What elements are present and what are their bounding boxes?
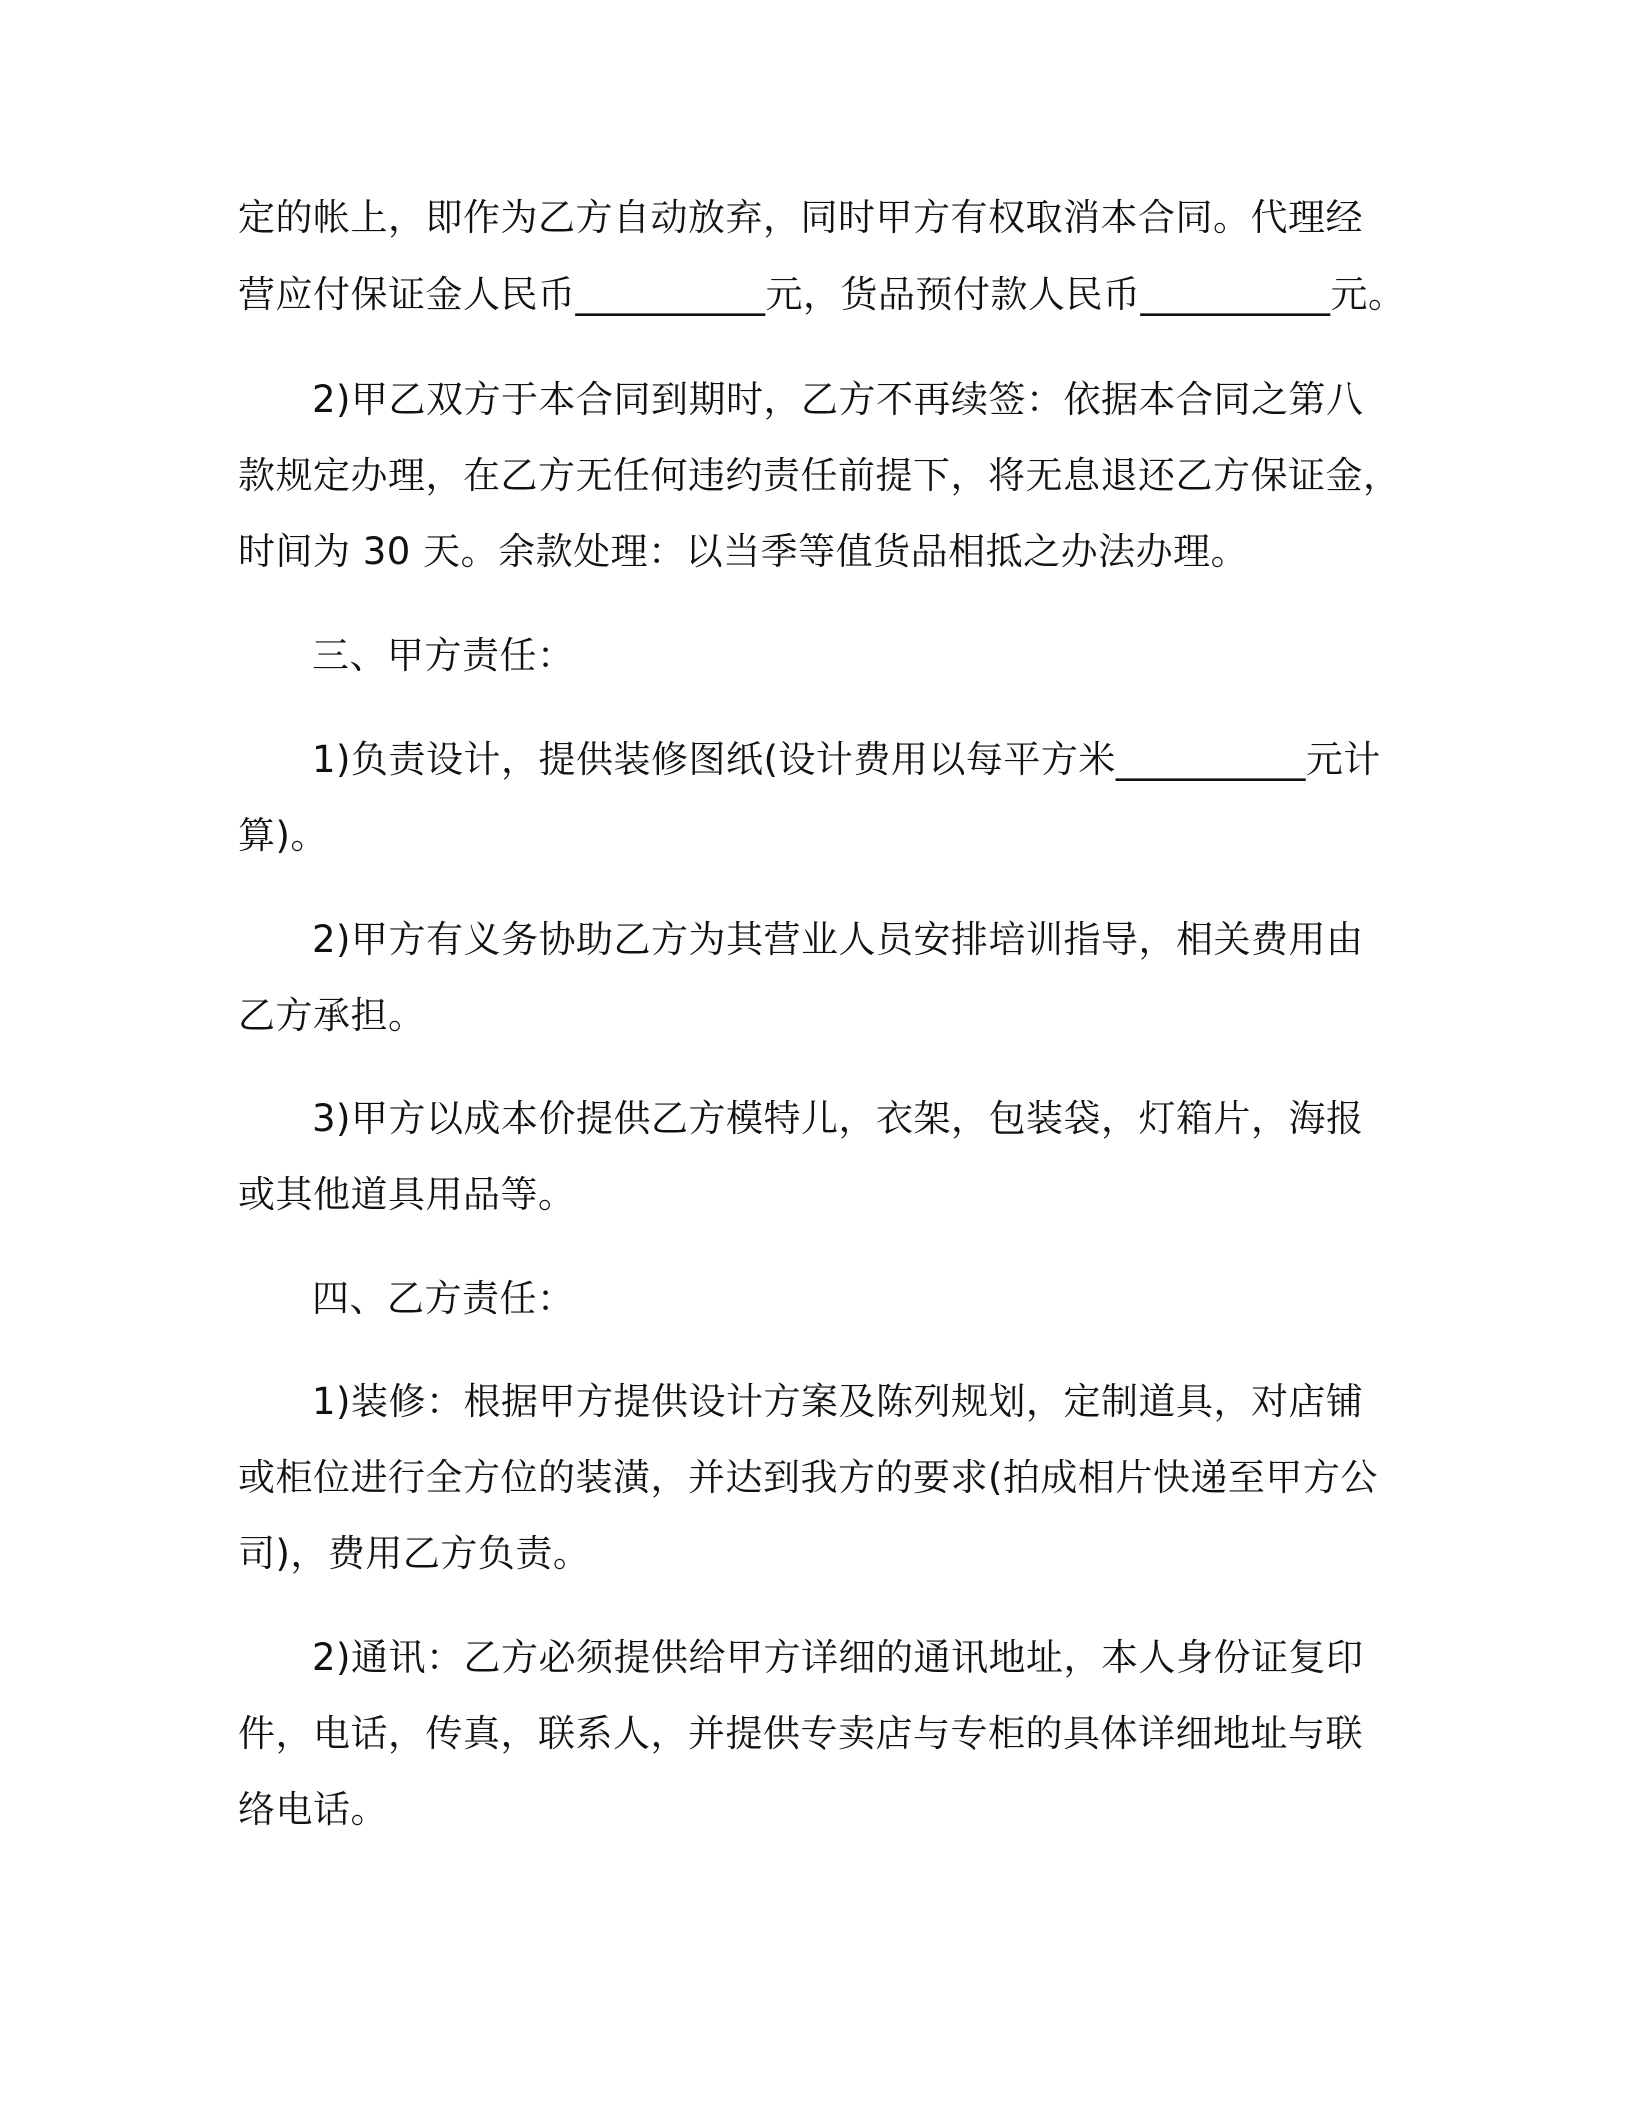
text-line: 或其他道具用品等。 bbox=[238, 1173, 576, 1216]
paragraph-line: 2)通讯：乙方必须提供给甲方详细的通讯地址，本人身份证复印 bbox=[312, 1636, 1364, 1679]
text-line: 款规定办理，在乙方无任何违约责任前提下，将无息退还乙方保证金， bbox=[238, 454, 1401, 497]
text-line: 乙方承担。 bbox=[238, 994, 426, 1037]
text-line: 或柜位进行全方位的装潢，并达到我方的要求(拍成相片快递至甲方公 bbox=[238, 1456, 1378, 1499]
text-line: 件，电话，传真，联系人，并提供专卖店与专柜的具体详细地址与联 bbox=[238, 1712, 1363, 1755]
paragraph-line: 2)甲方有义务协助乙方为其营业人员安排培训指导，相关费用由 bbox=[312, 918, 1364, 961]
paragraph-line: 3)甲方以成本价提供乙方模特儿，衣架，包装袋，灯箱片，海报 bbox=[312, 1097, 1364, 1140]
text-line: 络电话。 bbox=[238, 1788, 388, 1831]
section-heading: 四、乙方责任： bbox=[312, 1277, 575, 1320]
paragraph-line: 2)甲乙双方于本合同到期时，乙方不再续签：依据本合同之第八 bbox=[312, 378, 1364, 421]
text-line: 时间为 30 天。余款处理：以当季等值货品相抵之办法办理。 bbox=[238, 530, 1249, 573]
text-line: 营应付保证金人民币__________元，货品预付款人民币__________元。 bbox=[238, 273, 1406, 316]
text-line: 算)。 bbox=[238, 814, 328, 857]
text-line: 司)，费用乙方负责。 bbox=[238, 1532, 591, 1575]
section-heading: 三、甲方责任： bbox=[312, 634, 575, 677]
paragraph-line: 1)装修：根据甲方提供设计方案及陈列规划，定制道具，对店铺 bbox=[312, 1380, 1364, 1423]
text-line: 定的帐上，即作为乙方自动放弃，同时甲方有权取消本合同。代理经 bbox=[238, 196, 1363, 239]
paragraph-line: 1)负责设计，提供装修图纸(设计费用以每平方米__________元计 bbox=[312, 738, 1381, 781]
